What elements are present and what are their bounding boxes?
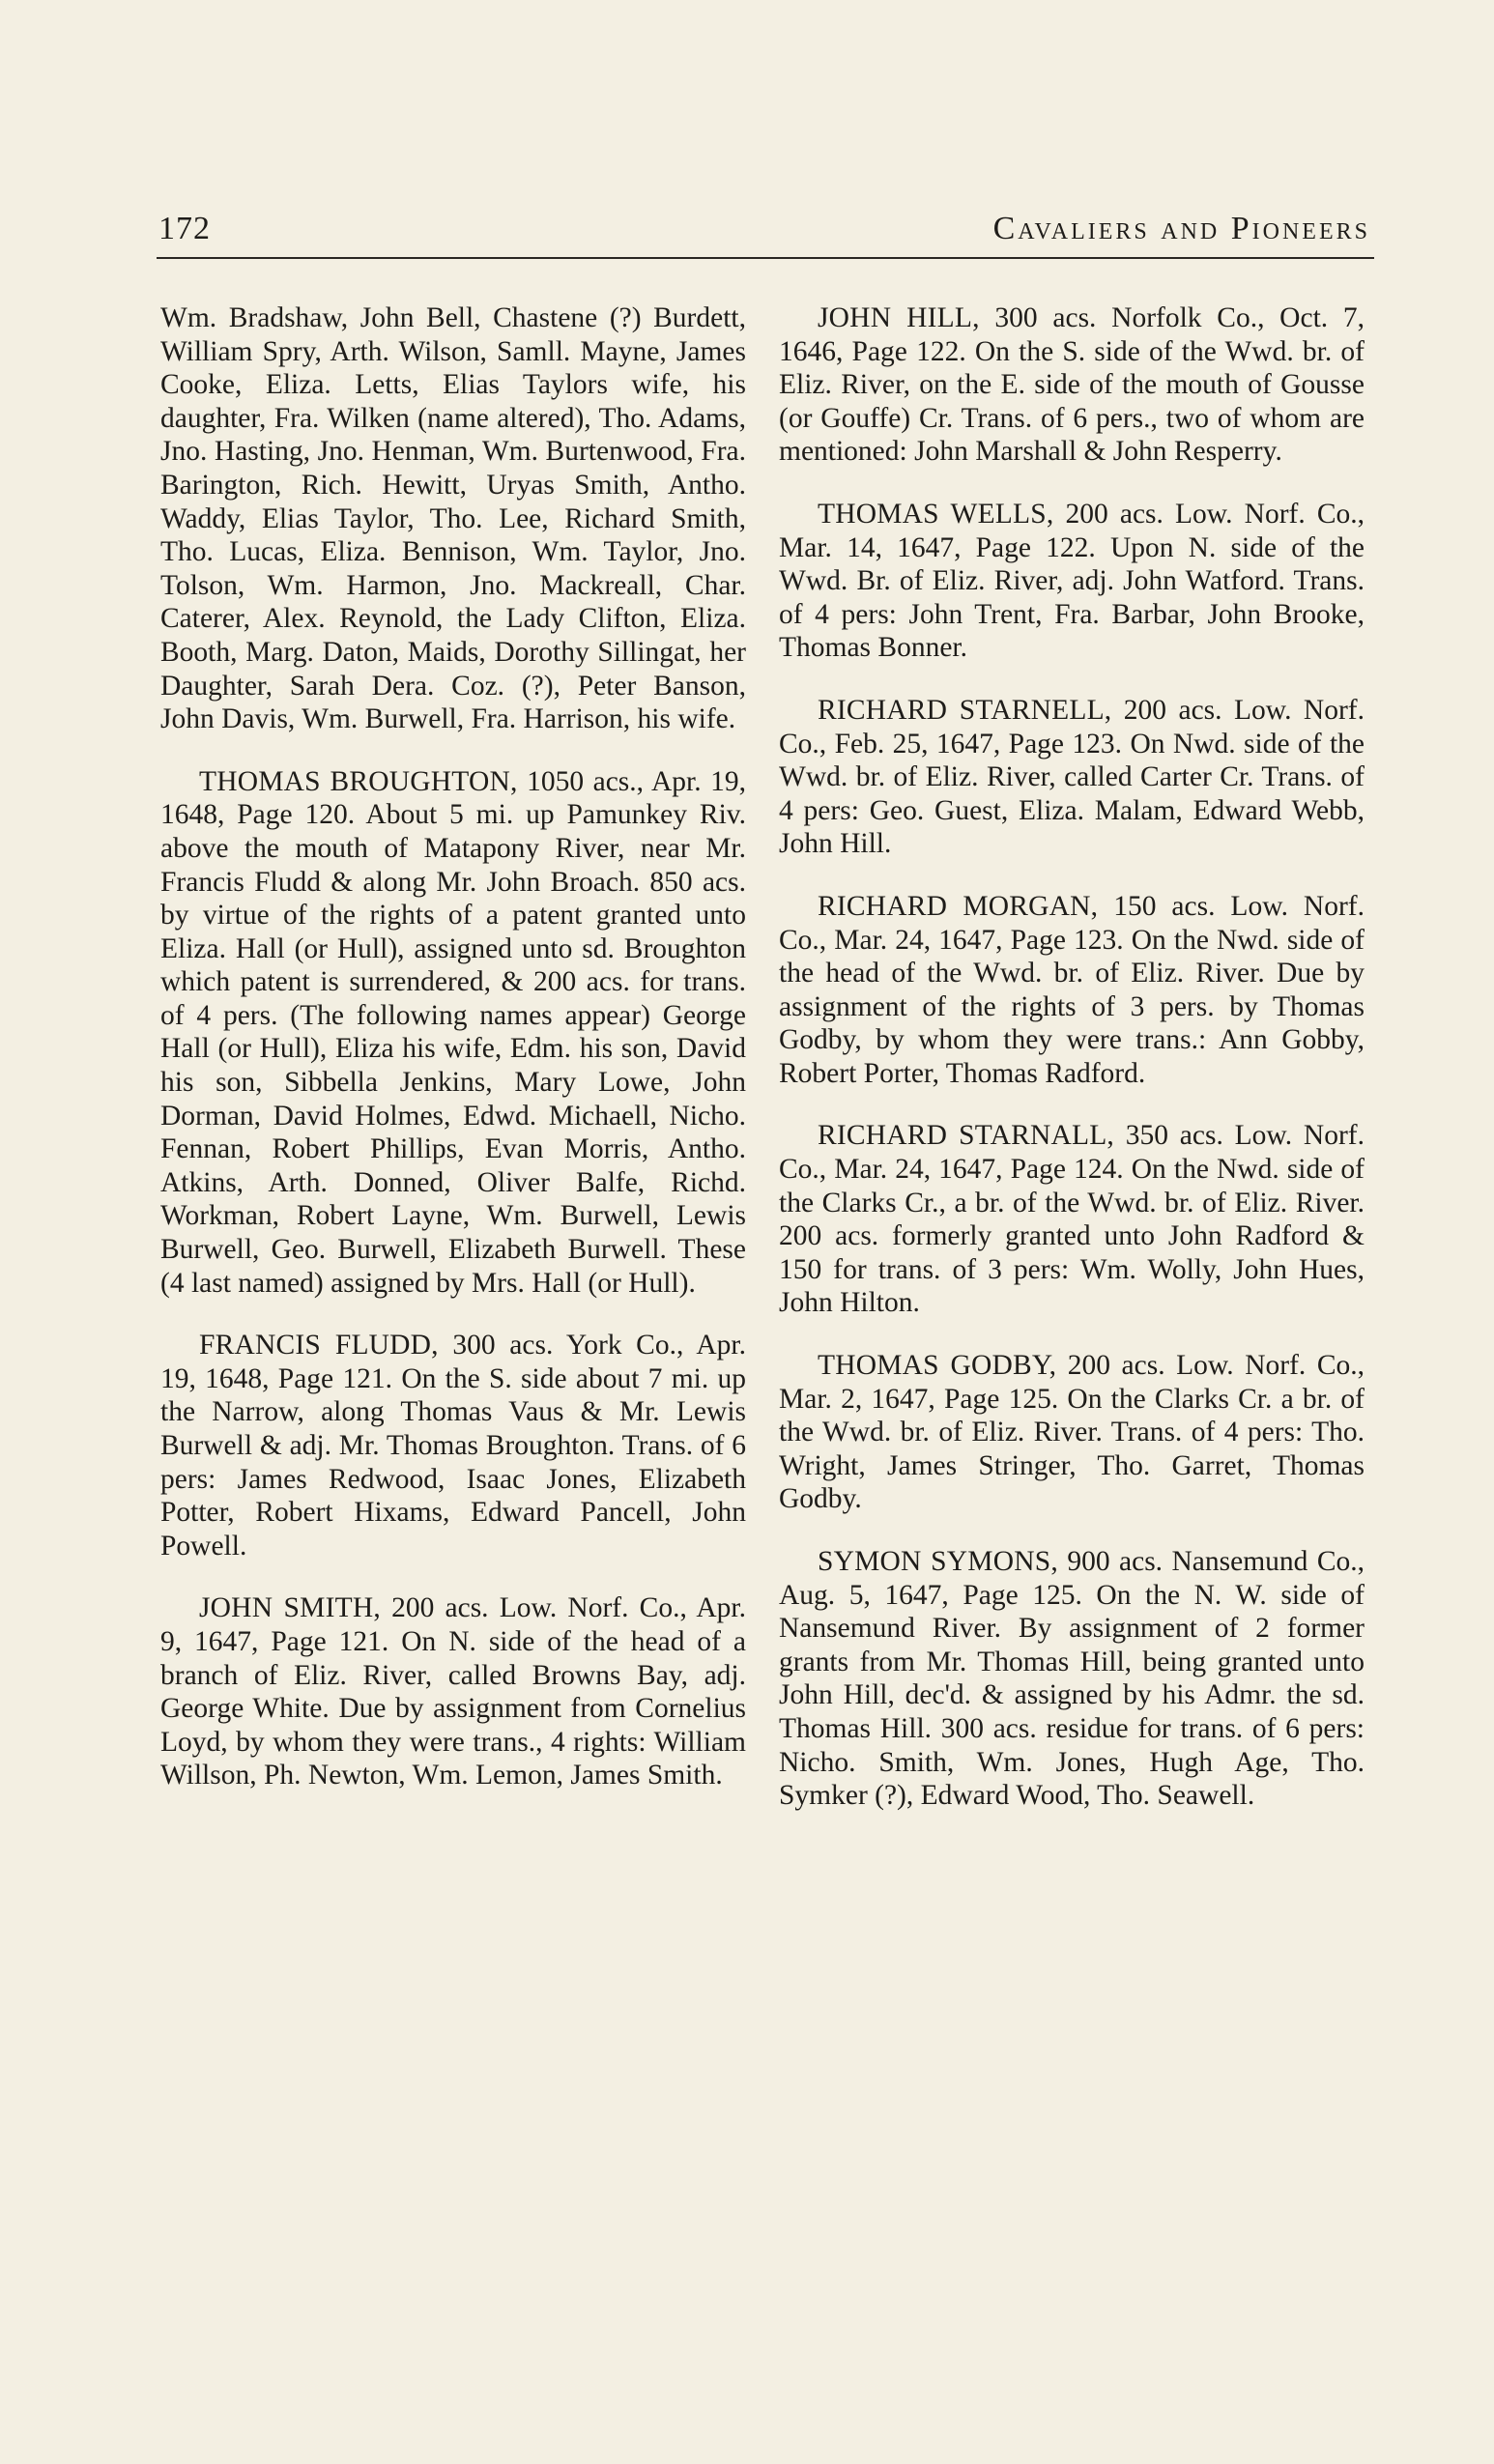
entry-text: 300 acs. Norfolk Co., Oct. 7, 1646, Page 122. On the S. side of the Wwd. br. of Eliz. River, on the E. side of the mouth of Gousse (or Gouffe) Cr. Trans. of 6 pers., two of whom are mentioned: John Marshall & John Resperry.	[779, 302, 1365, 468]
entry-text: 200 acs. Low. Norf. Co., Feb. 25, 1647, Page 123. On Nwd. side of the Wwd. br. of Eliz. River, called Carter Cr. Trans. of 4 pers: Geo. Guest, Eliza. Malam, Edward Webb, John Hill.	[779, 694, 1365, 860]
entry-title: RICHARD STARNALL,	[818, 1120, 1115, 1152]
entry-text: Wm. Bradshaw, John Bell, Chastene (?) Burdett, William Spry, Arth. Wilson, Samll. Mayne, James Cooke, Eliza. Letts, Elias Taylors wife, his daughter, Fra. Wilken (name altered), Tho. Adams, Jno. Hasting, Jno. Henman, Wm. Burtenwood, Fra. Barington, Rich. Hewitt, Uryas Smith, Antho. Waddy, Elias Taylor, Tho. Lee, Richard Smith, Tho. Lucas, Eliza. Bennison, Wm. Taylor, Jno. Tolson, Wm. Harmon, Jno. Mackreall, Char. Caterer, Alex. Reynold, the Lady Clifton, Eliza. Booth, Marg. Daton, Maids, Dorothy Sillingat, her Daughter, Sarah Dera. Coz. (?), Peter Banson, John Davis, Wm. Burwell, Fra. Harrison, his wife.	[160, 302, 746, 735]
entry-title: THOMAS BROUGHTON,	[199, 765, 518, 797]
entry-text: 300 acs. York Co., Apr. 19, 1648, Page 121. On the S. side about 7 mi. up the Narrow, along Thomas Vaus & Mr. Lewis Burwell & adj. Mr. Thomas Broughton. Trans. of 6 pers: James Redwood, Isaac Jones, Elizabeth Potter, Robert Hixams, Edward Pancell, John Powell.	[160, 1330, 746, 1561]
entry-title: THOMAS WELLS,	[818, 498, 1054, 530]
page-number: 172	[158, 211, 211, 246]
entry-text: 350 acs. Low. Norf. Co., Mar. 24, 1647, Page 124. On the Nwd. side of the Clarks Cr., a br. of the Wwd. br. of Eliz. River. 200 acs. formerly granted unto John Radford & 150 for trans. of 3 pers: Wm. Wolly, John Hues, John Hilton.	[779, 1120, 1365, 1319]
entry-title: THOMAS GODBY,	[818, 1350, 1057, 1382]
entry-john-hill	[779, 301, 1365, 469]
entry-title: JOHN SMITH,	[199, 1592, 381, 1624]
entry-title: RICHARD MORGAN,	[818, 890, 1099, 922]
entry-thomas-broughton	[160, 765, 746, 1301]
entry-title: RICHARD STARNELL,	[818, 694, 1112, 726]
entry-thomas-wells	[779, 498, 1365, 665]
entry-text: 200 acs. Low. Norf. Co., Mar. 14, 1647, Page 122. Upon N. side of the Wwd. Br. of Eliz. River, adj. John Watford. Trans. of 4 pers: John Trent, Fra. Barbar, John Brooke, Thomas Bonner.	[779, 498, 1365, 664]
entry-text: 150 acs. Low. Norf. Co., Mar. 24, 1647, Page 123. On the Nwd. side of the head of the Wwd. br. of Eliz. River. Due by assignment of the rights of 3 pers. by Thomas Godby, by whom they were trans.: Ann Gobby, Robert Porter, Thomas Radford.	[779, 890, 1365, 1089]
entry-text: 900 acs. Nansemund Co., Aug. 5, 1647, Page 125. On the N. W. side of Nansemund River. By assignment of 2 former grants from Mr. Thomas Hill, being granted unto John Hill, dec'd. & assigned by his Admr. the sd. Thomas Hill. 300 acs. residue for trans. of 6 pers: Nicho. Smith, Wm. Jones, Hugh Age, Tho. Symker (?), Edward Wood, Tho. Seawell.	[779, 1546, 1365, 1812]
entry-richard-starnell	[779, 694, 1365, 861]
running-title: Cavaliers and Pioneers	[992, 211, 1370, 246]
entry-title: SYMON SYMONS,	[818, 1546, 1058, 1577]
entry-richard-starnall	[779, 1119, 1365, 1320]
entry-thomas-godby	[779, 1349, 1365, 1516]
entry-text: 200 acs. Low. Norf. Co., Apr. 9, 1647, Page 121. On N. side of the head of a branch of Eliz. River, called Browns Bay, adj. George White. Due by assignment from Cornelius Loyd, by whom they were trans., 4 rights: William Willson, Ph. Newton, Wm. Lemon, James Smith.	[160, 1592, 746, 1791]
entry-symon-symons	[779, 1545, 1365, 1813]
entry-continued	[160, 301, 746, 736]
entry-john-smith	[160, 1591, 746, 1792]
entry-richard-morgan	[779, 890, 1365, 1091]
page-header	[157, 203, 1374, 259]
entry-text: 1050 acs., Apr. 19, 1648, Page 120. About 5 mi. up Pamunkey Riv. above the mouth of Matapony River, near Mr. Francis Fludd & along Mr. John Broach. 850 acs. by virtue of the rights of a patent granted unto Eliza. Hall (or Hull), assigned unto sd. Broughton which patent is surrendered, & 200 acs. for trans. of 4 pers. (The following names appear) George Hall (or Hull), Eliza his wife, Edm. his son, David his son, Sibbella Jenkins, Mary Lowe, John Dorman, David Holmes, Edwd. Michaell, Nicho. Fennan, Robert Phillips, Evan Morris, Antho. Atkins, Arth. Donned, Oliver Balfe, Richd. Workman, Robert Layne, Wm. Burwell, Lewis Burwell, Geo. Burwell, Elizabeth Burwell. These (4 last named) assigned by Mrs. Hall (or Hull).	[160, 765, 746, 1299]
entry-text: 200 acs. Low. Norf. Co., Mar. 2, 1647, Page 125. On the Clarks Cr. a br. of the Wwd. br. of Eliz. River. Trans. of 4 pers: Tho. Wright, James Stringer, Tho. Garret, Thomas Godby.	[779, 1350, 1365, 1515]
entry-francis-fludd	[160, 1329, 746, 1562]
right-column	[779, 301, 1365, 1842]
left-column	[160, 301, 746, 1821]
entry-title: FRANCIS FLUDD,	[199, 1330, 439, 1361]
entry-title: JOHN HILL,	[818, 302, 980, 333]
